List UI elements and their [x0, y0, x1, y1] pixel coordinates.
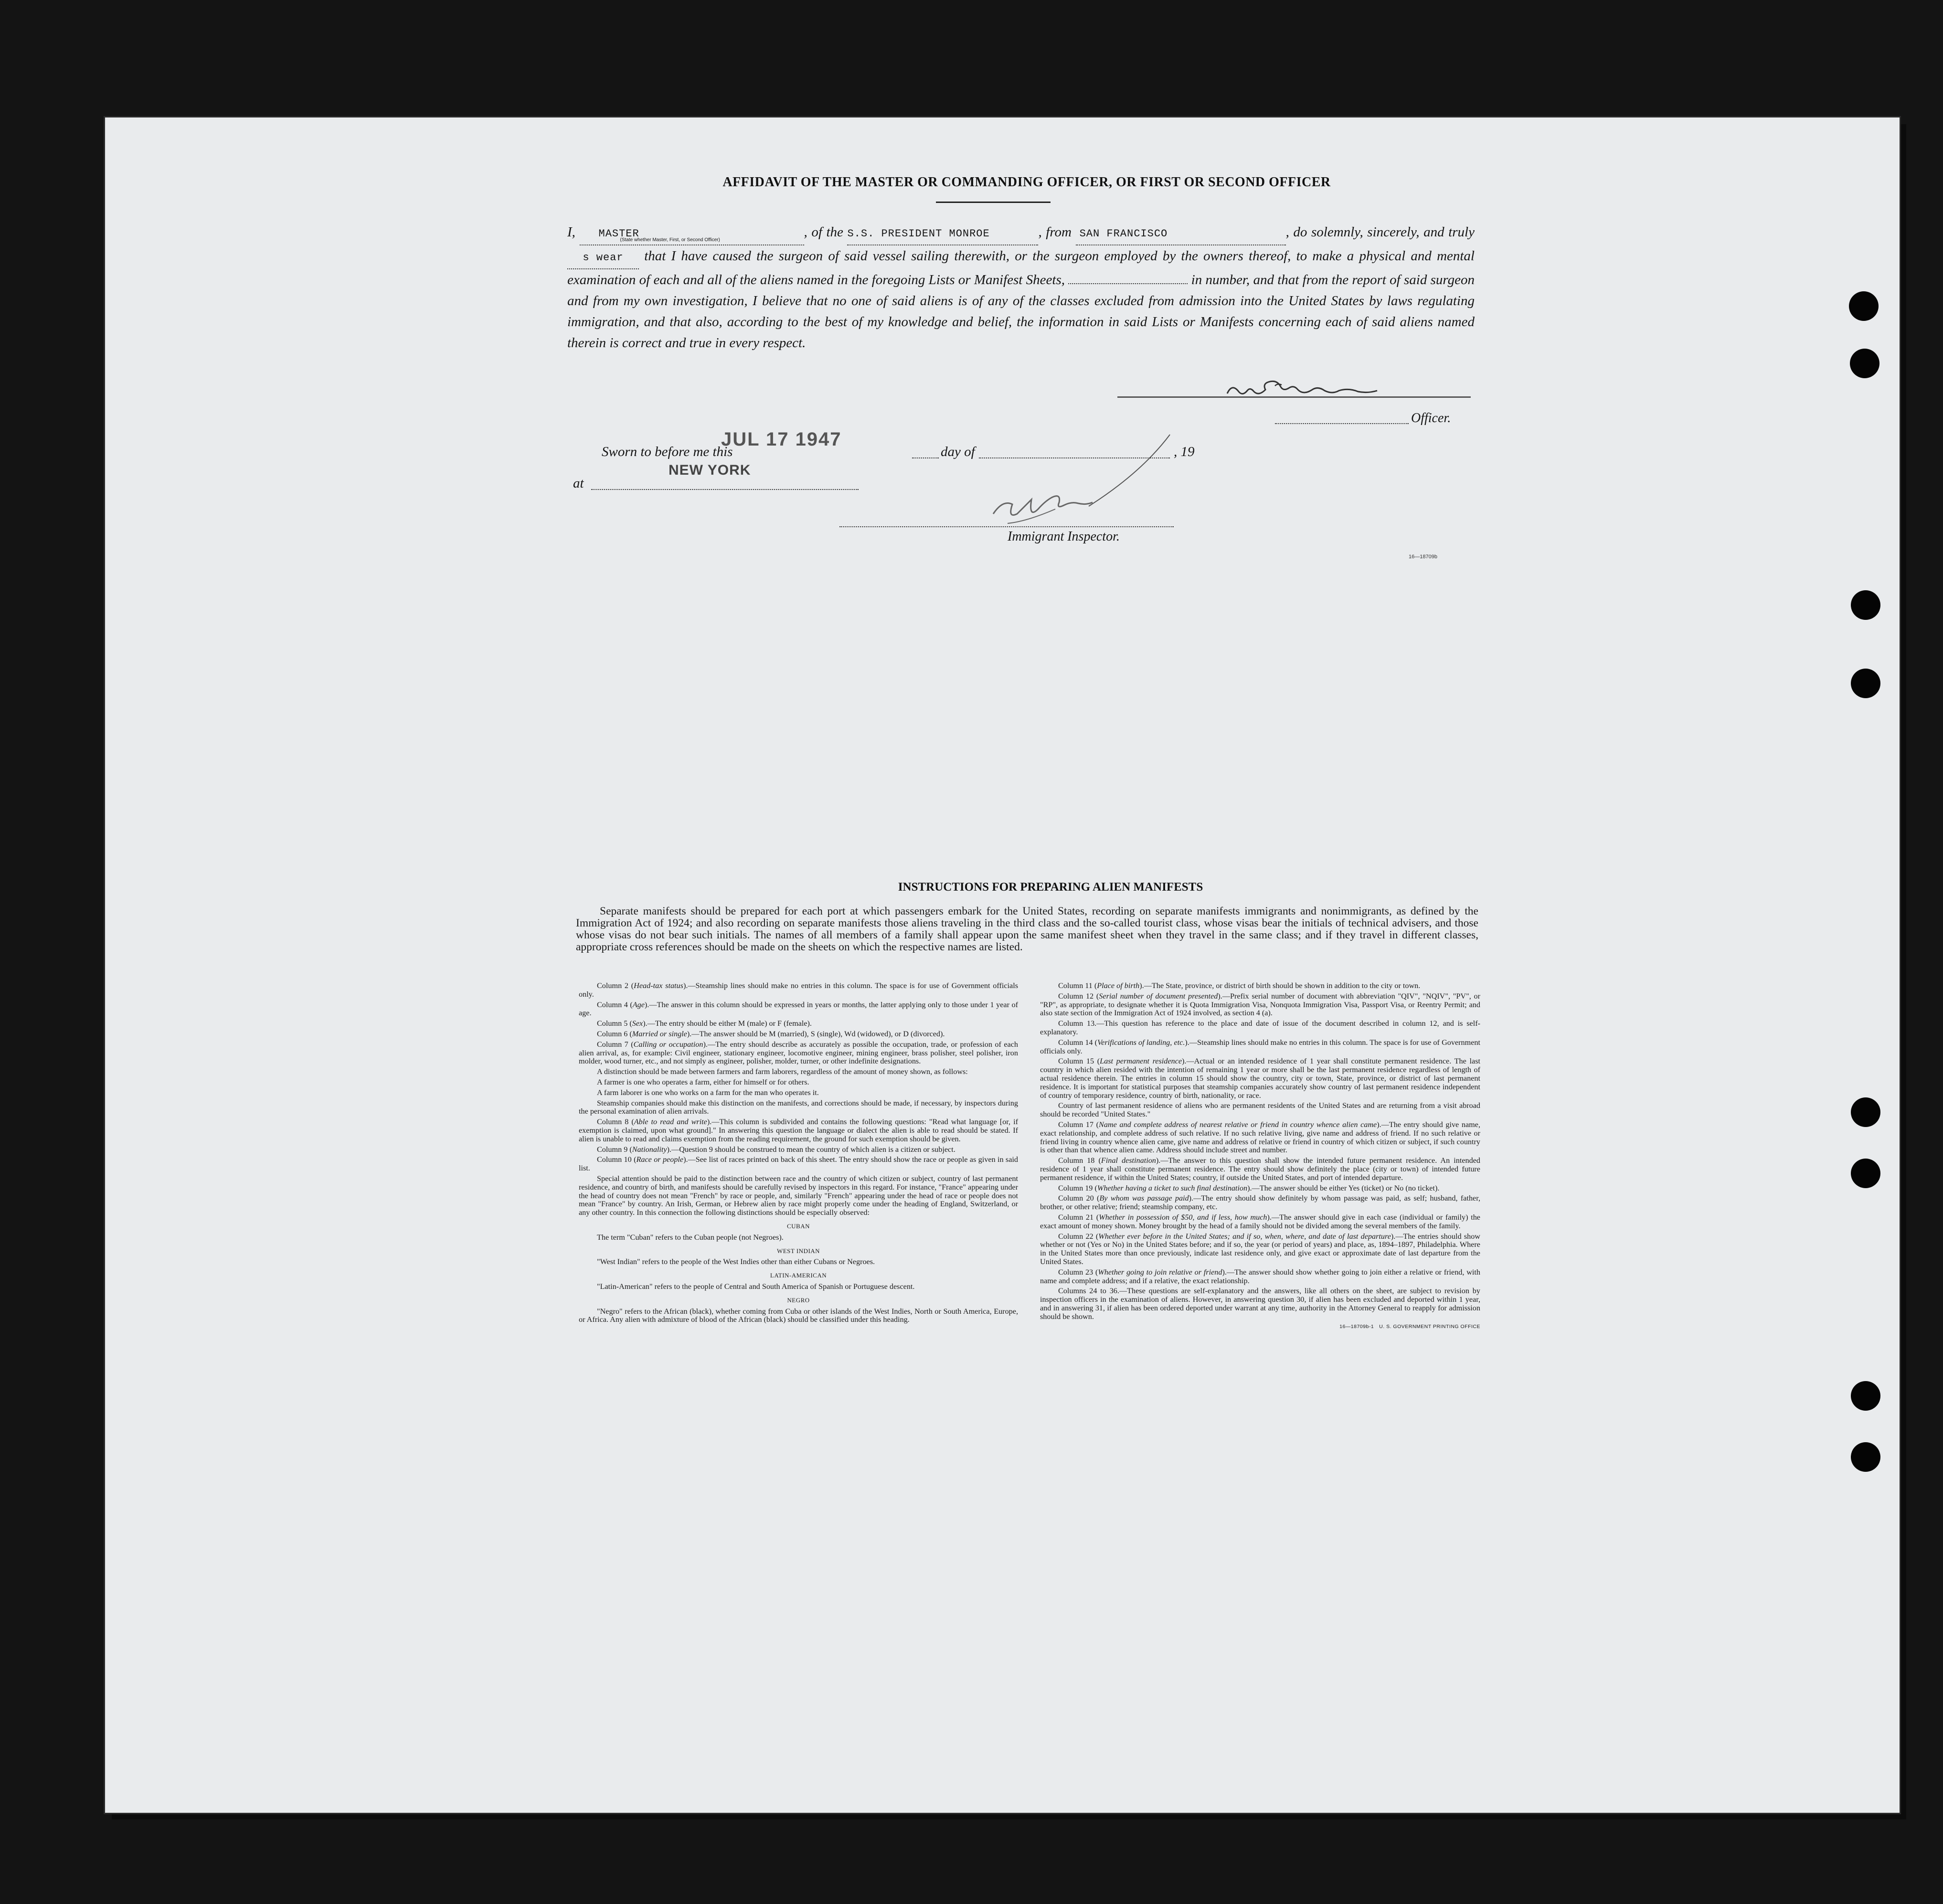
oath-value: s wear — [583, 252, 624, 264]
instruction-text: ).—The answer to this question shall show the intended future permanent residence. An intended residence of 1 year shall constitute permanent residence. The entry should show definitely the place (city or town) of intended future permanent residence, if within the United States; country, if outside the United States, and port of intended departure. — [1040, 1156, 1480, 1182]
instruction-heading: Serial number of document presented — [1099, 991, 1218, 1000]
instructions-left-column — [579, 982, 1018, 1326]
punch-hole — [1851, 1442, 1880, 1472]
instruction-item: "West Indian" refers to the people of the West Indies other than either Cubans or Negroes. — [597, 1257, 875, 1266]
instruction-item: Column 13.—This question has reference to the place and date of issue of the document described in column 12, and is self-explanatory. — [1040, 1019, 1480, 1036]
day-of-label: day of — [941, 444, 975, 459]
instruction-text: ).—The answer in this column should be expressed in years or months, the latter applying only to those under 1 year of age. — [579, 1000, 1018, 1018]
instructions-intro: Separate manifests should be prepared for each port at which passengers embark for the United States, recording on separate manifests immigrants and nonimmigrants, as defined by the Immigration Act of 1924; and also recording on separate manifests those aliens traveling in the third class and the so-called tourist class, whose visas bear the initials of technical advisers, and those whose visas do not bear such initials. The names of all members of a family shall appear upon the same manifest sheet when they travel in the same class; and if they travel in different classes, appropriate cross references should be made on the sheets on which the respective names are listed. — [576, 905, 1478, 953]
printing-footnote — [1040, 1323, 1480, 1331]
instruction-text: ).—Actual or an intended residence of 1 year shall constitute permanent residence. The last country in which alien resided with the intention of remaining 1 year or more shall be the last permanent residence regardless of length of actual residence therein. The entries in column 15 should show the country, city or town, State, province, or district of last permanent residence. It is important for statistical purposes that steamship companies accurately show country of last permanent residence independent of country of temporary residence, country of birth, nationality, or race. — [1040, 1057, 1480, 1100]
instruction-item: Special attention should be paid to the distinction between race and the country of which citizen or subject, country of last permanent residence, and country of birth, and manifests should be carefully revised by inspectors in this regard. For instance, "France" appearing under the head of country does not mean "French" by race or people, and, similarly "French" appearing under the head of race or people does not mean "France" by country. An Irish, German, or Hebrew alien by race might properly come under the heading of England, Switzerland, or any other country. In this connection the following distinctions should be especially observed: — [579, 1174, 1018, 1217]
instruction-text: Column 14 ( — [1058, 1038, 1098, 1047]
form-number: 16—18709b — [1409, 554, 1437, 560]
instruction-item — [579, 1001, 1018, 1018]
instruction-text: Column 8 ( — [597, 1117, 634, 1127]
instruction-heading: Verifications of landing, etc. — [1097, 1038, 1185, 1047]
instruction-heading: Race or people — [636, 1155, 684, 1164]
instruction-item — [579, 1041, 1018, 1066]
inspector-signature — [979, 433, 1179, 538]
instruction-text: Column 18 ( — [1058, 1156, 1101, 1165]
inspector-dotted-line — [839, 526, 1174, 527]
title-rule — [936, 202, 1051, 203]
instruction-text: ).—The State, province, or district of birth should be shown in addition to the city or town. — [1139, 981, 1421, 990]
place-dotted-line — [591, 489, 859, 490]
instruction-item: A distinction should be made between farmers and farm laborers, regardless of the amount of money shown, as follows: — [597, 1067, 968, 1076]
instruction-text: Column 4 ( — [597, 1000, 633, 1009]
instruction-item — [1040, 1184, 1480, 1193]
sworn-label: Sworn to before me this — [602, 444, 733, 459]
affidavit-body — [567, 222, 1475, 353]
instruction-heading: Last permanent residence — [1100, 1057, 1182, 1066]
instruction-heading: Calling or occupation — [633, 1040, 703, 1049]
instruction-text: Column 9 ( — [597, 1145, 632, 1154]
instruction-item: A farm laborer is one who works on a farm for the man who operates it. — [597, 1088, 819, 1097]
punch-hole — [1849, 291, 1879, 321]
oath-field — [567, 245, 639, 269]
instruction-text: ).—Prefix serial number of document with abbreviation "QIV", "NQIV", "PV", or "RP", as appropriate, to designate whether it is Quota Immigration Visa, Nonquota Immigration Visa, Passport Visa, or Reentry Permit; and also state section of the Immigration Act of 1924 involved, as section 4 (a). — [1040, 991, 1480, 1018]
day-dotted-line — [912, 457, 939, 458]
instruction-text: Column 22 ( — [1058, 1232, 1099, 1241]
rank-hint: (State whether Master, First, or Second Officer) — [620, 237, 720, 243]
officer-label: Officer. — [1411, 411, 1451, 425]
instruction-heading: Final destination — [1101, 1156, 1156, 1165]
instruction-heading: Able to read and write — [634, 1117, 707, 1127]
instruction-text: ).—The answer should give in each case (individual or family) the exact amount of money shown. Money brought by the head of a family should not be divided among the several members of the family. — [1040, 1213, 1480, 1230]
instruction-text: ).—The answer should be M (married), S (single), Wd (widowed), or D (divorced). — [687, 1029, 945, 1038]
instruction-heading: Nationality — [632, 1145, 667, 1154]
instruction-text: Column 2 ( — [597, 981, 634, 990]
instruction-item — [579, 1146, 1018, 1154]
instruction-text: ).—The entry should give name, exact relationship, and complete address of such relative. If no such relative living, give name and address of friend. If no such relative or friend living in country whence alien came, give name and address of relative or friend in country of which citizen or subject, if such country is other than that whence alien came. Address should include street and number. — [1040, 1120, 1480, 1155]
instruction-item — [1040, 1121, 1480, 1155]
instruction-item — [579, 1020, 1018, 1028]
instruction-item — [579, 1156, 1018, 1173]
instruction-text: ).—Steamship lines should make no entries in this column. The space is for use of Government officials only. — [579, 981, 1019, 999]
punch-hole — [1850, 349, 1879, 378]
vessel-value: S.S. PRESIDENT MONROE — [847, 228, 990, 240]
instruction-item — [1040, 1233, 1480, 1266]
instruction-item — [1040, 982, 1480, 990]
affidavit-title: AFFIDAVIT OF THE MASTER OR COMMANDING OFFICER, OR FIRST OR SECOND OFFICER — [722, 175, 1331, 190]
form-number-2: 16—18709b-1 — [1339, 1324, 1374, 1330]
port-field — [1076, 222, 1286, 245]
instruction-item — [1040, 1057, 1480, 1100]
instruction-text: ).—The entry should be either M (male) or F (female). — [643, 1019, 812, 1028]
punch-hole — [1851, 1097, 1880, 1127]
affidavit-text: in number, and that from the report of said surgeon and from my own investigation, I believe that no one of said aliens is of any of the classes excluded from admission into the United States by laws regulating immigration, and that also, according to the best of my knowledge and belief, the information in said Lists or Manifests concerning each of said aliens named therein is correct and true in every respect. — [567, 272, 1475, 351]
year-label: , 19 — [1174, 444, 1195, 459]
punch-hole — [1851, 590, 1880, 620]
instruction-text: Column 5 ( — [597, 1019, 632, 1028]
instruction-text: Column 23 ( — [1058, 1267, 1098, 1276]
instruction-item — [579, 1030, 1018, 1039]
instruction-item — [579, 1118, 1018, 1143]
instruction-item: "Latin-American" refers to the people of Central and South America of Spanish or Portuguese descent. — [597, 1282, 915, 1291]
instruction-text: ).—The entry should show definitely by whom passage was paid, as self; husband, father, brother, or other relative; friend; steamship company, etc. — [1040, 1194, 1481, 1212]
instruction-item: The term "Cuban" refers to the Cuban people (not Negroes). — [597, 1233, 784, 1242]
instruction-text: Column 6 ( — [597, 1029, 632, 1038]
instruction-heading: Married or single — [632, 1029, 687, 1038]
instructions-title: INSTRUCTIONS FOR PREPARING ALIEN MANIFESTS — [898, 881, 1203, 893]
instruction-text: Column 17 ( — [1058, 1120, 1099, 1129]
affidavit-text: , of the — [804, 224, 843, 240]
inspector-label: Immigrant Inspector. — [1008, 529, 1120, 544]
instruction-text: Column 11 ( — [1058, 981, 1097, 990]
instruction-text: ).—This column is subdivided and contains the following questions: "Read what language [or, if exemption is claimed, upon what ground]." In answering this question the language or dialect the alien is able to read should be stated. If alien is unable to read and claims exemption from the reading requirement, the ground for such exemption should be given. — [579, 1117, 1018, 1143]
instruction-heading: Name and complete address of nearest relative or friend in country whence alien came — [1099, 1120, 1377, 1129]
instruction-text: ).—See list of races printed on back of this sheet. The entry should show the race or people as given in said list. — [579, 1155, 1018, 1173]
instruction-text: Column 19 ( — [1058, 1183, 1097, 1192]
instruction-text: Column 20 ( — [1058, 1194, 1100, 1203]
instruction-item — [1040, 1194, 1480, 1212]
instruction-text: ).—The entries should show whether or not (Yes or No) in the United States before; and if so, the year (or period of years) and place, as, 1894–1897, Philadelphia. Where in the United States more than once previously, indicate last residence only, and give exact or approximate date of last departure from the United States. — [1040, 1232, 1480, 1266]
officer-signature — [1218, 375, 1418, 404]
instruction-heading: Place of birth — [1097, 981, 1140, 990]
punch-hole — [1851, 1159, 1880, 1188]
instruction-heading: By whom was passage paid — [1099, 1194, 1189, 1203]
instruction-item: "Negro" refers to the African (black), whether coming from Cuba or other islands of the West Indies, North or South America, Europe, or Africa. Any alien with admixture of blood of the African (black) should be classified under this heading. — [579, 1307, 1018, 1324]
instruction-item: Country of last permanent residence of aliens who are permanent residents of the United States and are returning from a visit abroad should be recorded "United States." — [1040, 1101, 1480, 1119]
officer-signature-line — [1117, 396, 1471, 398]
rank-field — [580, 222, 804, 245]
instruction-text: Column 7 ( — [597, 1040, 634, 1049]
instruction-text: ).—The answer should show whether going to join either a relative or friend, with name and complete address; and if a relative, the exact relationship. — [1040, 1267, 1480, 1285]
instruction-item: Steamship companies should make this distinction on the manifests, and corrections should be made, if necessary, by inspectors during the personal examination of alien arrivals. — [579, 1098, 1018, 1116]
subheading: WEST INDIAN — [776, 1247, 820, 1255]
affidavit-text: I, — [567, 224, 575, 240]
instructions-right-column — [1040, 982, 1480, 1331]
instruction-text: ).—Steamship lines should make no entries in this column. The space is for use of Government officials only. — [1040, 1038, 1480, 1055]
subheading: CUBAN — [786, 1222, 810, 1230]
instruction-text: ).—The answer should be either Yes (ticket) or No (no ticket). — [1247, 1183, 1440, 1192]
instruction-heading: Sex — [632, 1019, 643, 1028]
instruction-text: Column 21 ( — [1058, 1213, 1099, 1222]
officer-dotted-line — [1275, 423, 1409, 424]
printing-office: U. S. GOVERNMENT PRINTING OFFICE — [1379, 1324, 1480, 1330]
instruction-heading: Head-tax status — [634, 981, 683, 990]
port-value: SAN FRANCISCO — [1079, 228, 1168, 240]
instruction-item — [1040, 1213, 1480, 1231]
affidavit-text: , do solemnly, sincerely, and truly — [1285, 224, 1475, 240]
subheading: LATIN-AMERICAN — [770, 1272, 827, 1279]
punch-hole — [1851, 1381, 1880, 1411]
subheading: NEGRO — [787, 1296, 810, 1304]
instruction-text: Column 15 ( — [1058, 1057, 1100, 1066]
instruction-item: Columns 24 to 36.—These questions are self-explanatory and the answers, like all others on the sheet, are subject to revision by inspection officers in the examination of aliens. However, in answering question 30, if alien has been excluded and deported within 1 year, and in answering 31, if alien has been ordered deported under warrant at any time, authority in the Attorney General to reapply for admission should be shown. — [1040, 1287, 1480, 1321]
instruction-text: ).—Question 9 should be construed to mean the country of which alien is a citizen or subject. — [667, 1145, 956, 1154]
instruction-heading: Whether having a ticket to such final destination — [1097, 1183, 1248, 1192]
date-stamp: JUL 17 1947 — [721, 429, 842, 450]
instruction-heading: Whether going to join relative or friend — [1098, 1267, 1222, 1276]
punch-hole — [1851, 669, 1880, 698]
affidavit-text: that I have caused the surgeon of said vessel sailing therewith, or the surgeon employed by the owners thereof, to make a physical and mental examination of each and all of the aliens named in the foregoing Lists or Manifest Sheets, — [567, 248, 1475, 287]
vessel-field — [847, 222, 1038, 245]
instruction-item — [579, 982, 1018, 999]
instruction-text: Column 12 ( — [1058, 991, 1099, 1000]
document-sheet — [105, 117, 1900, 1813]
instruction-item — [1040, 1039, 1480, 1056]
count-field — [1068, 283, 1188, 284]
instruction-heading: Whether ever before in the United States; and if so, when, where, and date of last departure — [1098, 1232, 1391, 1241]
place-stamp: NEW YORK — [669, 462, 751, 478]
at-label: at — [573, 476, 584, 491]
instruction-item — [1040, 992, 1480, 1018]
instruction-item: A farmer is one who operates a farm, either for himself or for others. — [597, 1077, 809, 1086]
affidavit-text: , from — [1038, 224, 1072, 240]
instruction-heading: Age — [632, 1000, 645, 1009]
instruction-heading: Whether in possession of $50, and if less, how much — [1099, 1213, 1267, 1222]
instruction-item — [1040, 1268, 1480, 1286]
instruction-item — [1040, 1157, 1480, 1182]
instruction-text: ).—The entry should describe as accurately as possible the occupation, trade, or profession of each alien arrival, as, for example: Civil engineer, stationary engineer, locomotive engineer, mining engineer, brass polisher, steel polisher, iron molder, wood turner, etc., and not simply as engineer, polisher, molder, turner, or other indefinite designations. — [579, 1040, 1018, 1066]
rank-value: MASTER — [598, 228, 639, 240]
instruction-text: Column 10 ( — [597, 1155, 637, 1164]
